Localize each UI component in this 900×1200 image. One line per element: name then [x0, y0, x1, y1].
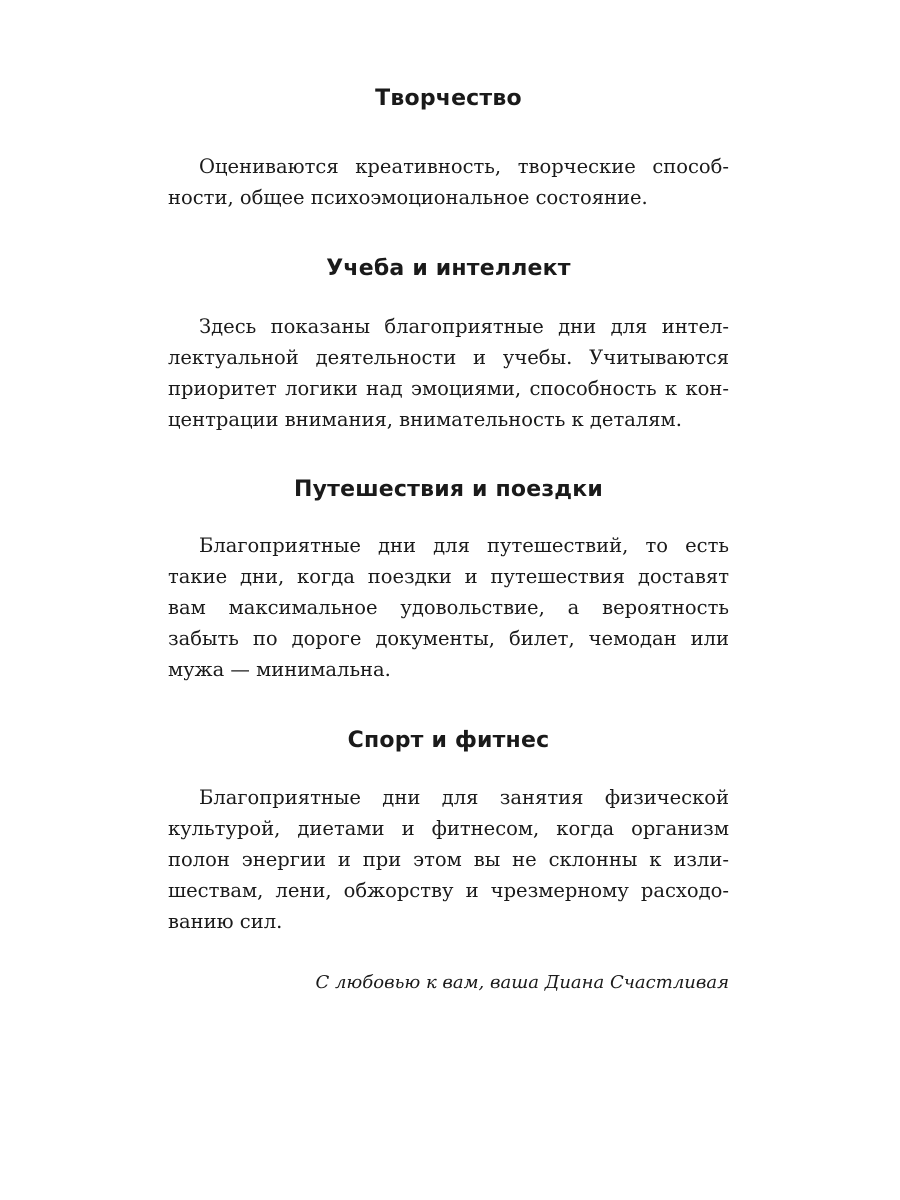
- paragraph-line: Здесь показаны благоприятные дни для интел-: [199, 315, 729, 338]
- paragraph-line: такие дни, когда поездки и путешествия доставят: [168, 565, 729, 588]
- section-heading-study: Учеба и интеллект: [326, 256, 571, 281]
- paragraph-line: Оцениваются креативность, творческие способ-: [199, 155, 729, 178]
- paragraph-line: ности, общее психоэмоциональное состояние.: [168, 186, 648, 209]
- book-page: [168, 0, 729, 1200]
- paragraph-line: вам максимальное удовольствие, а вероятность: [168, 596, 729, 619]
- section-heading-creativity: Творчество: [375, 86, 522, 111]
- section-paragraph-sport: [168, 782, 729, 937]
- paragraph-line: культурой, диетами и фитнесом, когда организм: [168, 817, 729, 840]
- section-paragraph-travel: [168, 530, 729, 685]
- paragraph-line: шествам, лени, обжорству и чрезмерному расходо-: [168, 879, 729, 902]
- section-heading-travel: Путешествия и поездки: [293, 477, 604, 502]
- paragraph-line: ванию сил.: [168, 910, 283, 933]
- paragraph-line: полон энергии и при этом вы не склонны к изли-: [168, 848, 729, 871]
- paragraph-line: приоритет логики над эмоциями, способность к кон-: [168, 377, 729, 400]
- section-paragraph-study: [168, 311, 729, 435]
- author-signature: С любовью к вам, ваша Диана Счастливая: [315, 972, 729, 993]
- section-heading-sport: Спорт и фитнес: [347, 728, 550, 753]
- paragraph-line: мужа — минимальна.: [168, 658, 391, 681]
- paragraph-line: Благоприятные дни для путешествий, то есть: [199, 534, 729, 557]
- section-paragraph-creativity: [168, 151, 729, 213]
- paragraph-line: Благоприятные дни для занятия физической: [199, 786, 729, 809]
- paragraph-line: забыть по дороге документы, билет, чемодан или: [168, 627, 729, 650]
- paragraph-line: центрации внимания, внимательность к деталям.: [168, 408, 682, 431]
- paragraph-line: лектуальной деятельности и учебы. Учитываются: [168, 346, 729, 369]
